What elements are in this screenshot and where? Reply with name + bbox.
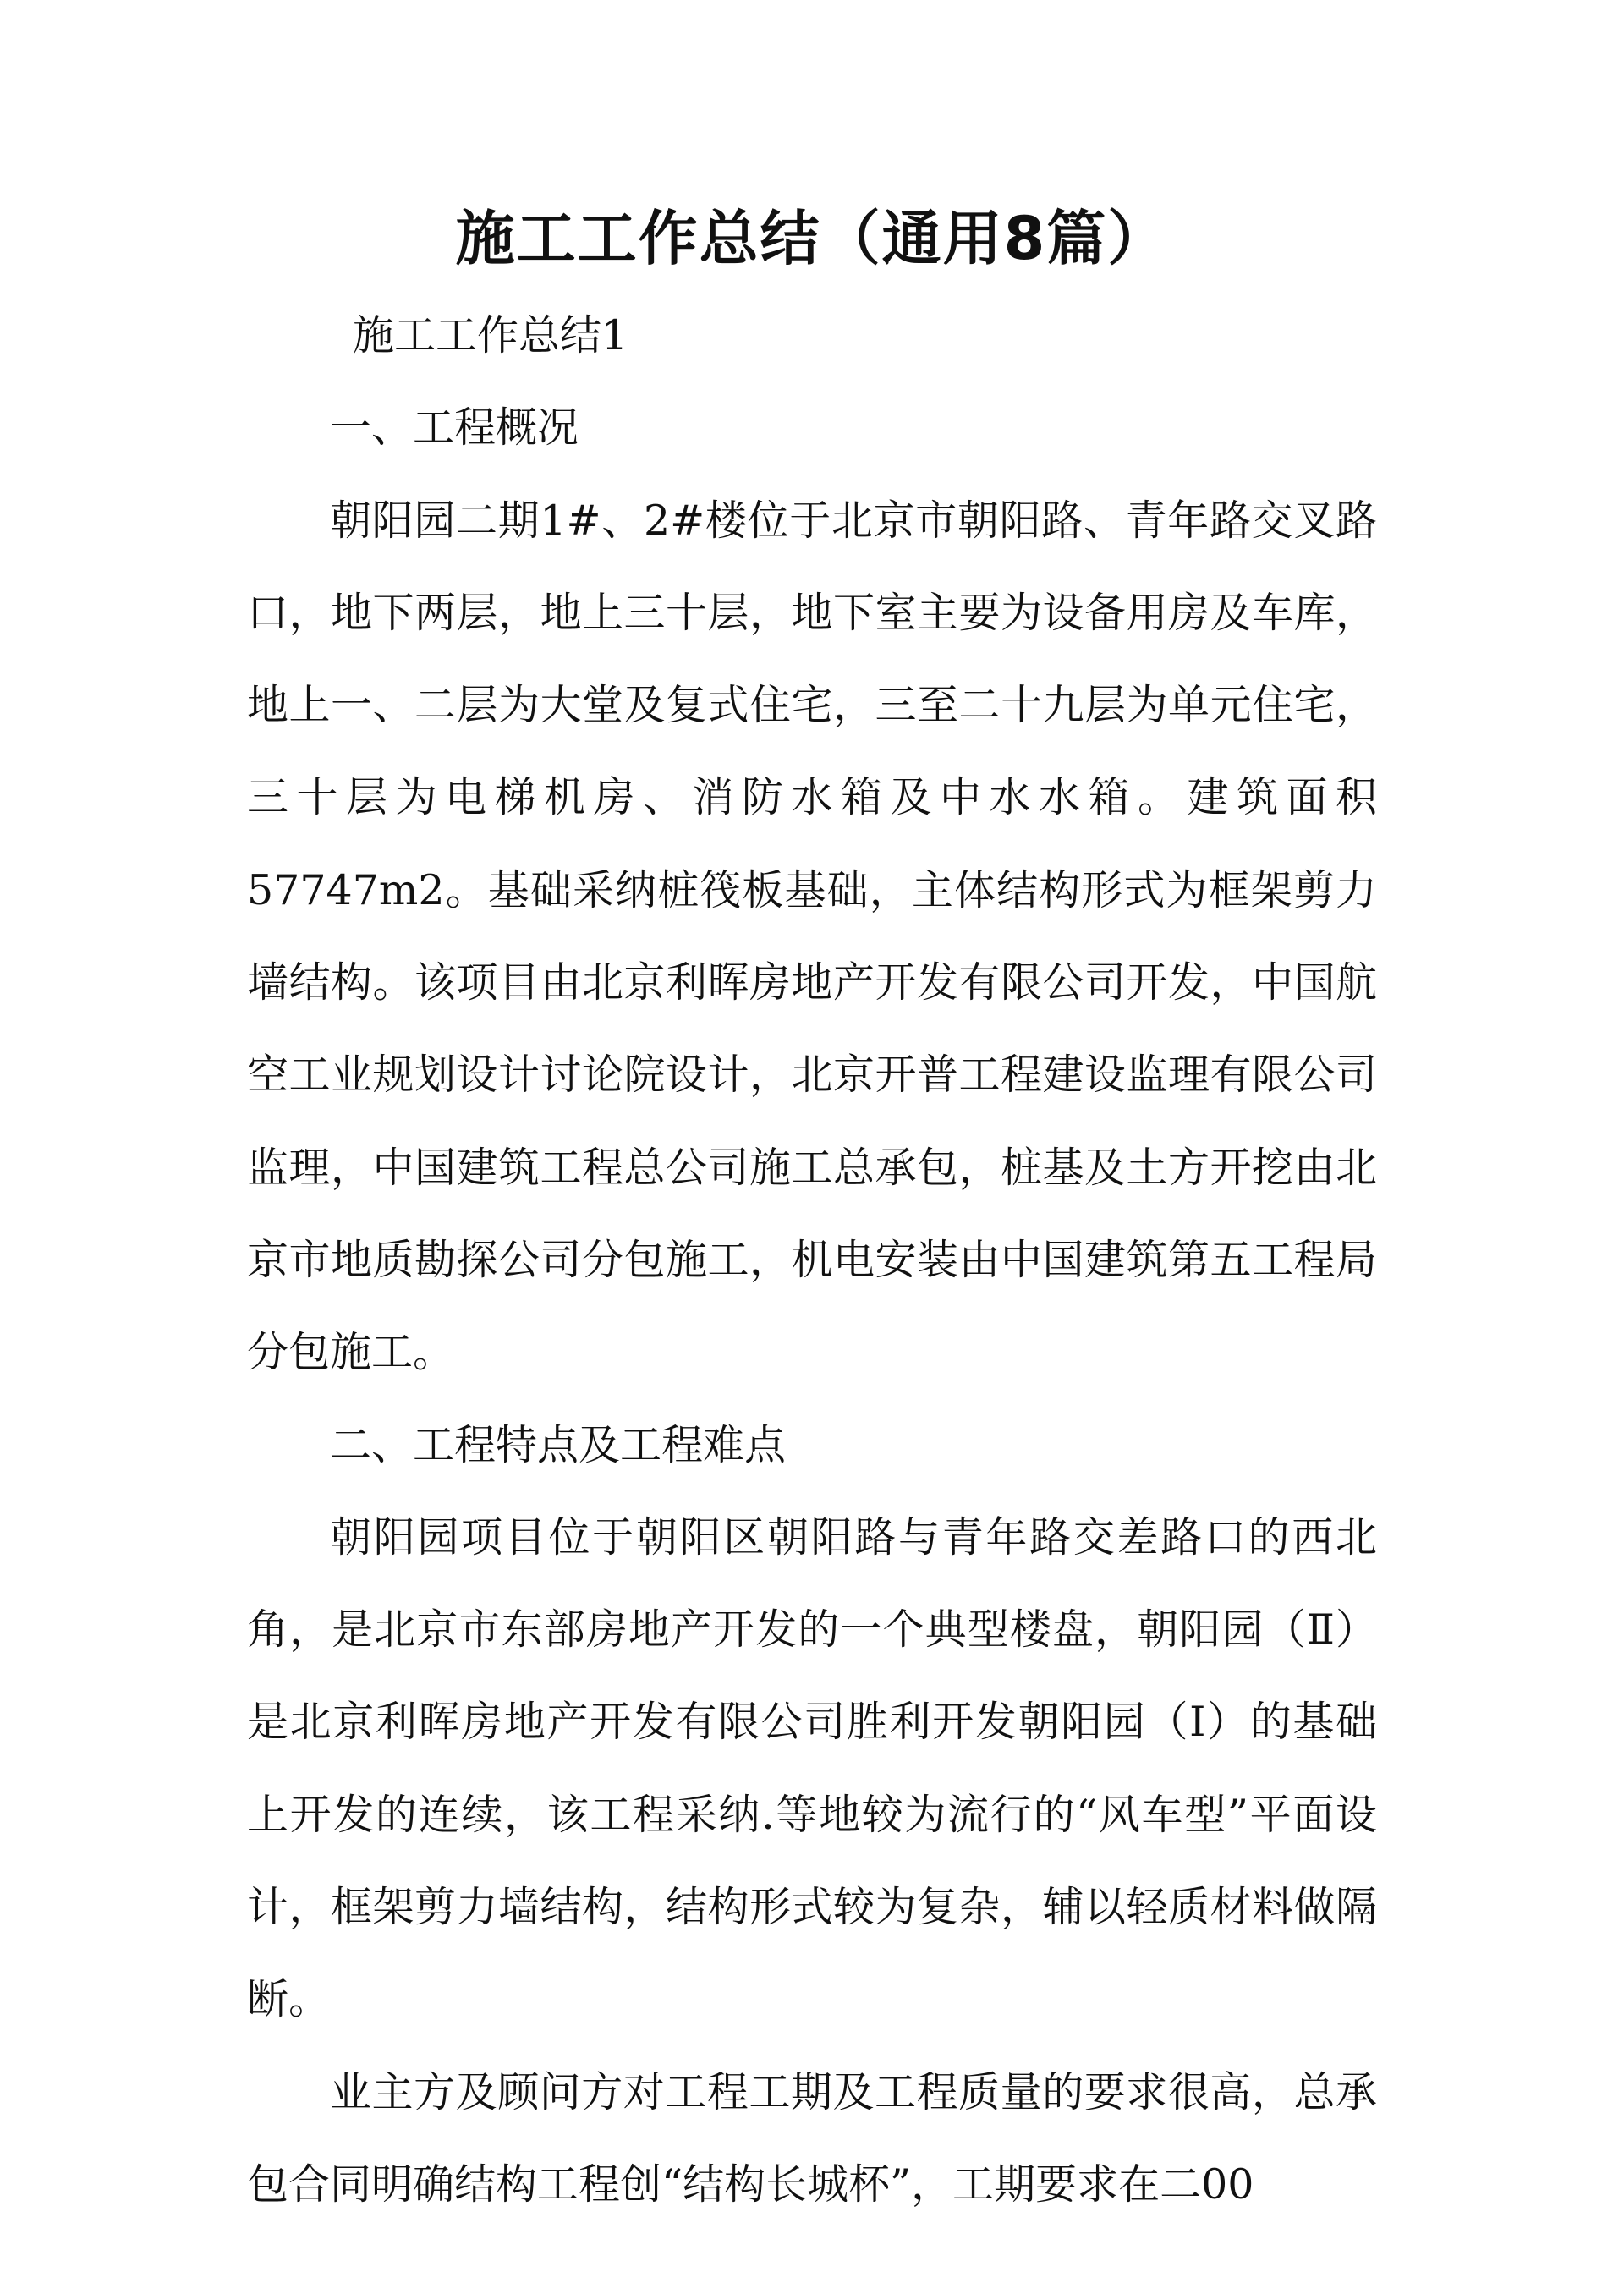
section-heading-features: 二、工程特点及工程难点 [330, 1420, 787, 1469]
section-subtitle: 施工工作总结1 [352, 311, 628, 359]
document-title: 施工工作总结（通用8篇） [455, 204, 1169, 273]
paragraph-requirements: 业主方及顾问方对工程工期及工程质量的要求很高，总承包合同明确结构工程创“结构长城杯”，工期要求在二00 [247, 2067, 1377, 2209]
paragraph-project-features: 朝阳园项目位于朝阳区朝阳路与青年路交差路口的西北角，是北京市东部房地产开发的一个典型楼盘，朝阳园（Ⅱ）是北京利晖房地产开发有限公司胜利开发朝阳园（Ⅰ）的基础上开发的连续，该工程采纳.等地较为流行的“风车型”平面设计，框架剪力墙结构，结构形式较为复杂，辅以轻质材料做隔断。 [247, 1512, 1377, 2024]
section-heading-overview: 一、工程概况 [330, 403, 579, 453]
paragraph-project-overview: 朝阳园二期1#、2#楼位于北京市朝阳路、青年路交叉路口，地下两层，地上三十层，地下室主要为设备用房及车库，地上一、二层为大堂及复式住宅，三至二十九层为单元住宅，三十层为电梯机房、消防水箱及中水水箱。建筑面积57747m2。基础采纳桩筏板基础，主体结构形式为框架剪力墙结构。该项目由北京利晖房地产开发有限公司开发，中国航空工业规划设计讨论院设计，北京开普工程建设监理有限公司监理，中国建筑工程总公司施工总承包，桩基及土方开挖由北京市地质勘探公司分包施工，机电安装由中国建筑第五工程局分包施工。 [247, 496, 1377, 1377]
document-body [247, 289, 1377, 2231]
